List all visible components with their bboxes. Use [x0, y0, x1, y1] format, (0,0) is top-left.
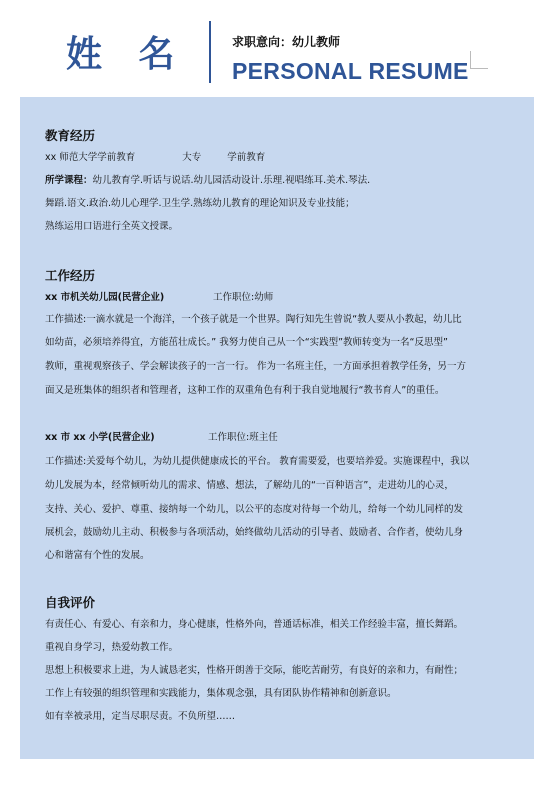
courses-line — [45, 175, 370, 187]
job-company: xx 市机关幼儿园(民营企业) — [45, 292, 165, 303]
self-eval-line: 如有幸被录用，定当尽职尽责。不负所望…… — [45, 711, 236, 722]
resume-body — [20, 97, 534, 759]
job-desc-line: 工作描述:一滴水就是一个海洋，一个孩子就是一个世界。陶行知先生曾说“教人要从小教起，幼儿比 — [45, 314, 462, 325]
job-position: 工作职位:班主任 — [208, 432, 278, 443]
resume-header — [0, 0, 554, 97]
self-eval-line: 工作上有较强的组织管理和实践能力，集体观念强，具有团队协作精神和创新意识。 — [45, 688, 397, 699]
applicant-name: 姓 名 — [66, 34, 187, 75]
courses-label: 所学课程： — [45, 175, 93, 186]
job-desc-line: 如幼苗，必须培养得宜，方能茁壮成长。” 我努力使自己从一个“实践型”教师转变为一名“反思型” — [45, 337, 448, 348]
self-eval-line: 思想上积极要求上进，为人诚恳老实，性格开朗善于交际，能吃苦耐劳，有良好的亲和力，有耐性； — [45, 665, 464, 676]
header-divider — [209, 21, 211, 83]
skills-line: 舞蹈.语文.政治.幼儿心理学.卫生学.熟练幼儿教育的理论知识及专业技能； — [45, 198, 355, 209]
job-desc-line: 面又是班集体的组织者和管理者，这种工作的双重角色有利于我自觉地履行“教书育人”的重任。 — [45, 385, 445, 396]
language-line: 熟练运用口语进行全英文授课。 — [45, 221, 179, 232]
job-desc-line: 展机会，鼓励幼儿主动、积极参与各项活动，始终做幼儿活动的引导者、鼓励者、合作者，使幼儿身 — [45, 527, 464, 538]
job-desc-line: 幼儿发展为本，经常倾听幼儿的需求、情感、想法，了解幼儿的“一百种语言”，走进幼儿的心灵， — [45, 480, 454, 491]
job-company: xx 市 xx 小学(民营企业) — [45, 432, 155, 443]
work-title: 工作经历 — [45, 268, 96, 283]
self-eval-line: 有责任心、有爱心、有亲和力，身心健康，性格外向，普通话标准，相关工作经验丰富，擅长舞蹈。 — [45, 619, 464, 630]
self-eval-line: 重视自身学习，热爱幼教工作。 — [45, 642, 179, 653]
courses-text: 幼儿教育学.听话与说话.幼儿园活动设计.乐理.视唱练耳.美术.琴法. — [92, 175, 371, 186]
resume-title: PERSONAL RESUME — [232, 58, 469, 84]
self-eval-title: 自我评价 — [45, 595, 96, 610]
education-row — [45, 152, 265, 164]
corner-mark — [470, 51, 488, 69]
major: 学前教育 — [227, 152, 266, 163]
job-desc-line: 支持、关心、爱护、尊重、接纳每一个幼儿，以公平的态度对待每一个幼儿，给每一个幼儿同样的发 — [45, 504, 464, 515]
degree: 大专 — [182, 152, 202, 163]
job-desc-line: 教师，重视观察孩子、学会解读孩子的一言一行。 作为一名班主任，一方面承担着教学任务，另一方 — [45, 361, 467, 372]
job-position: 工作职位:幼师 — [213, 292, 274, 303]
job-intent: 求职意向：幼儿教师 — [232, 35, 341, 49]
job-desc-line: 工作描述:关爱每个幼儿，为幼儿提供健康成长的平台。 教育需要爱，也要培养爱。实施课程中，我以 — [45, 456, 470, 467]
school-name: xx 师范大学学前教育 — [45, 152, 136, 163]
job-desc-line: 心和谐富有个性的发展。 — [45, 550, 150, 561]
education-title: 教育经历 — [45, 128, 96, 143]
